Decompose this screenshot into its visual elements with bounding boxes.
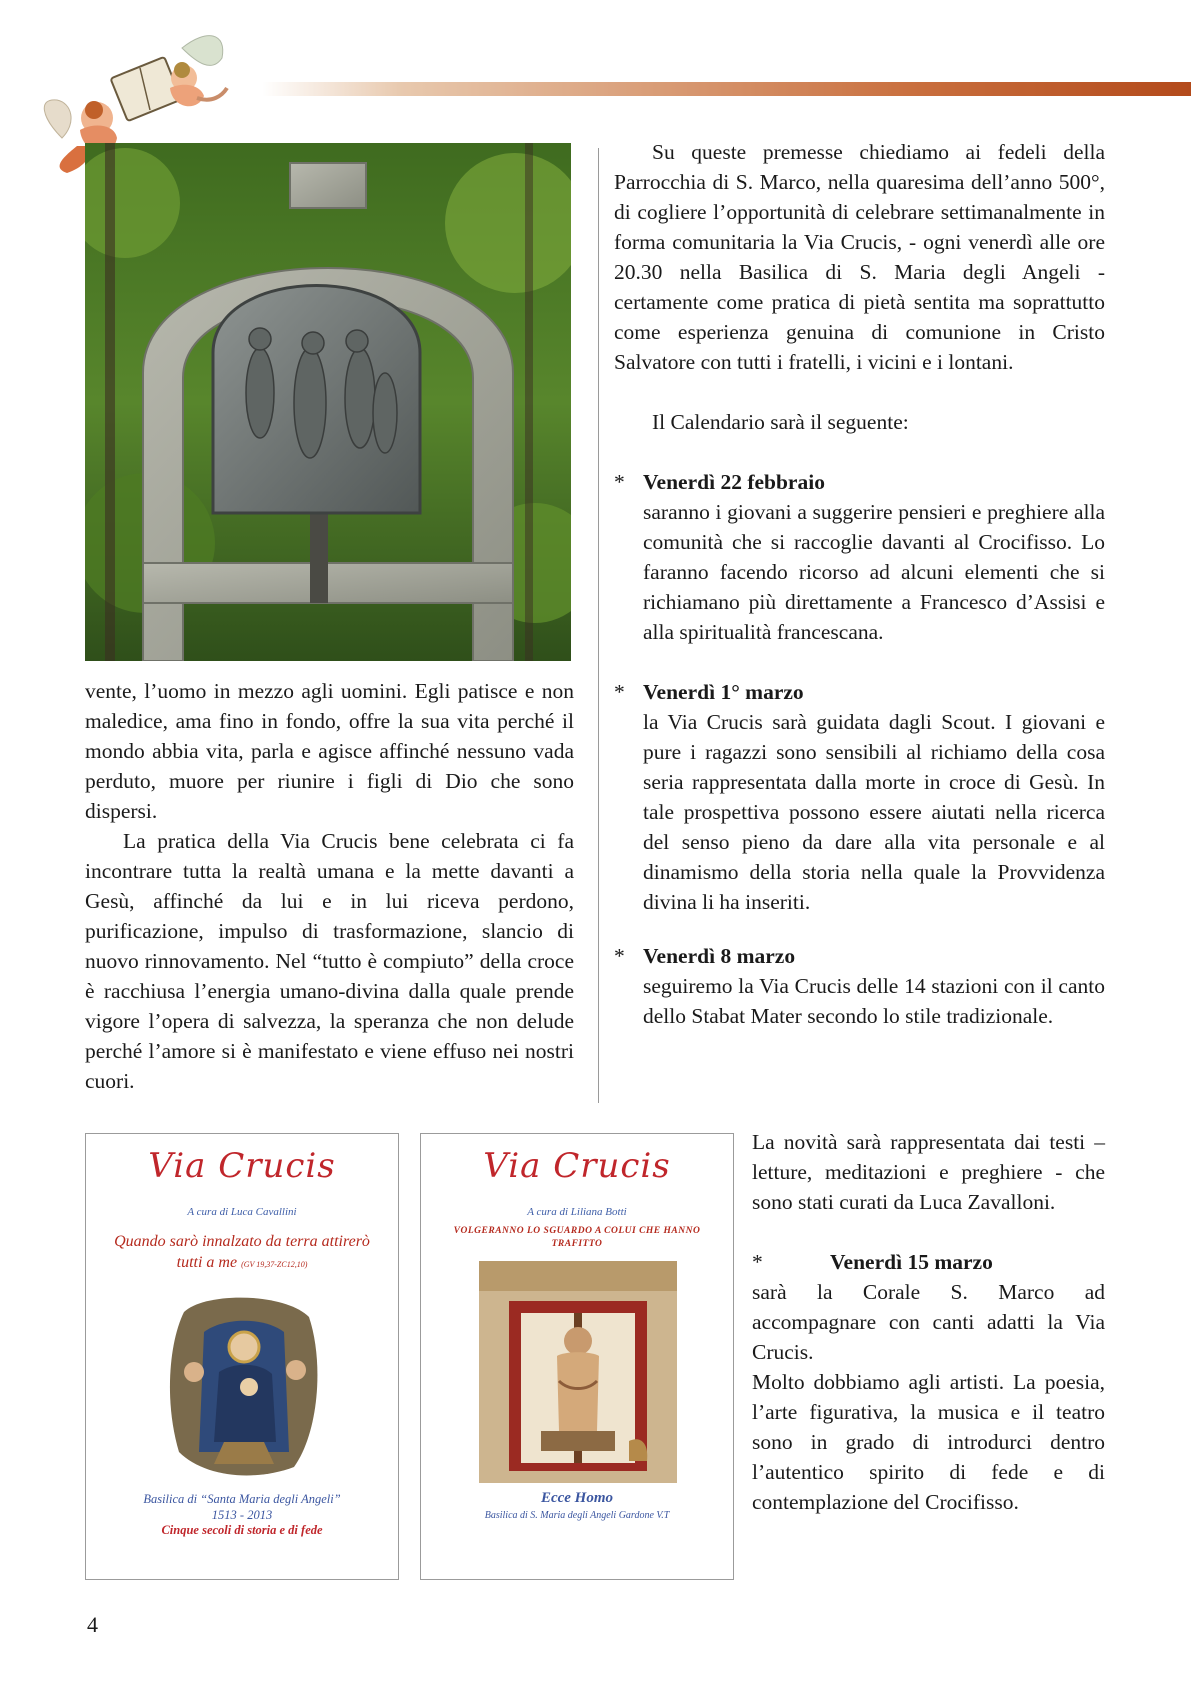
poster-title: Via Crucis	[483, 1146, 671, 1186]
entry-date: Venerdì 15 marzo	[830, 1250, 993, 1274]
entry-date: Venerdì 8 marzo	[643, 944, 796, 968]
entry-date: Venerdì 22 febbraio	[643, 470, 825, 494]
closing-paragraph: Molto dobbiamo agli artisti. La poesia, l’arte figurativa, la musica e il teatro sono in grado di introdurci dentro l’autentico spirito di fede e di contemplazione del Crocifisso.	[752, 1370, 1105, 1514]
bullet-star: *	[614, 470, 625, 494]
column-divider	[598, 148, 599, 1103]
madonna-fresco-icon	[164, 1292, 324, 1477]
poster-reference: (GV 19,37-ZC12,10)	[241, 1260, 308, 1269]
right-column	[614, 137, 1105, 1031]
header-decorative-rule	[262, 82, 1191, 96]
entry-text: saranno i giovani a suggerire pensieri e preghiere alla comunità che si raccoglie davanti al Crocifisso. Lo faranno facendo ricorso ad alcuni elementi che si richiamano più direttamente a Francesco d’Assisi e alla spiritualità francescana.	[643, 500, 1105, 644]
poster-subtitle: VOLGERANNO LO SGUARDO A COLUI CHE HANNO TRAFITTO	[453, 1226, 701, 1249]
poster-curator: A cura di Luca Cavallini	[187, 1206, 297, 1218]
intro-paragraph: Su queste premesse chiediamo ai fedeli della Parrocchia di S. Marco, nella quaresima dell’anno 500°, di cogliere l’opportunità di celebrare settimanalmente in forma comunitaria la Via Crucis, - ogni venerdì alle ore 20.30 nella Basilica di S. Maria degli Angeli - certamente come pratica di pietà sentita ma soprattutto come esperienza genuina di comunione in Cristo Salvatore con tutti i fratelli, i vicini e i lontani.	[614, 140, 1105, 374]
poster-tagline: Cinque secoli di storia e di fede	[161, 1523, 323, 1537]
poster-title: Via Crucis	[148, 1146, 336, 1186]
calendar-entry	[614, 467, 1105, 647]
entry-date: Venerdì 1° marzo	[643, 680, 804, 704]
calendar-entry	[752, 1247, 1105, 1277]
left-paragraph-1: vente, l’uomo in mezzo agli uomini. Egli patisce e non maledice, ama fino in fondo, offre la sua vita perché il mondo abbia vita, parla e agisce affinché nessuno vada perduto, muore per riunire i figli di Dio che sono dispersi.	[85, 679, 574, 823]
ecce-homo-fresco-icon	[479, 1261, 677, 1483]
poster-basilica: Basilica di “Santa Maria degli Angeli”	[143, 1492, 341, 1506]
poster-subtitle-text: Quando sarò innalzato da terra attirerò tutti a me	[114, 1233, 370, 1271]
poster-years: 1513 - 2013	[211, 1508, 273, 1522]
left-paragraph-2: La pratica della Via Crucis bene celebrata ci fa incontrare tutta la realtà umana e la mette davanti a Gesù, affinché da lui e in lui riceva perdono, purificazione, impulso di trasformazione, slancio di nuovo rinnovamento. Nel “tutto è compiuto” della croce è racchiusa l’energia umano-divina dalla quale prende vigore l’opera di salvezza, la speranza che non delude perché l’amore si è manifestato e viene effuso nei nostri cuori.	[85, 829, 574, 1093]
poster-basilica: Basilica di S. Maria degli Angeli Gardone V.T	[484, 1510, 670, 1521]
bullet-star: *	[752, 1250, 763, 1274]
page-number: 4	[87, 1612, 98, 1637]
entry-text: sarà la Corale S. Marco ad accompagnare con canti adatti la Via Crucis.	[752, 1280, 1105, 1364]
poster-curator: A cura di Liliana Botti	[527, 1206, 627, 1218]
bullet-star: *	[614, 680, 625, 704]
calendar-entry	[614, 941, 1105, 1031]
bullet-star: *	[614, 944, 625, 968]
entry-text: la Via Crucis sarà guidata dagli Scout. I giovani e pure i ragazzi sono sensibili al richiamo della cosa seria rappresentata dalla morte in croce di Gesù. In tale prospettiva possono essere aiutati nella ricerca del senso pieno da dare alla vita personale e al dinamismo della storia nella quale la Provvidenza divina li ha inseriti.	[643, 710, 1105, 914]
via-crucis-station-relief-photo	[85, 143, 571, 661]
entry-text: seguiremo la Via Crucis delle 14 stazioni con il canto dello Stabat Mater secondo lo stile tradizionale.	[643, 974, 1105, 1028]
calendar-intro: Il Calendario sarà il seguente:	[652, 410, 909, 434]
via-crucis-booklet-cover-1	[85, 1133, 399, 1580]
poster-subtitle	[106, 1231, 378, 1275]
via-crucis-booklet-cover-2	[420, 1133, 734, 1580]
novelty-paragraph: La novità sarà rappresentata dai testi – letture, meditazioni e preghiere - che sono stati curati da Luca Zavalloni.	[752, 1130, 1105, 1214]
left-column	[85, 676, 574, 1096]
calendar-entry	[614, 677, 1105, 917]
poster-artwork-title: Ecce Homo	[540, 1490, 614, 1506]
bottom-right-column	[752, 1127, 1105, 1517]
